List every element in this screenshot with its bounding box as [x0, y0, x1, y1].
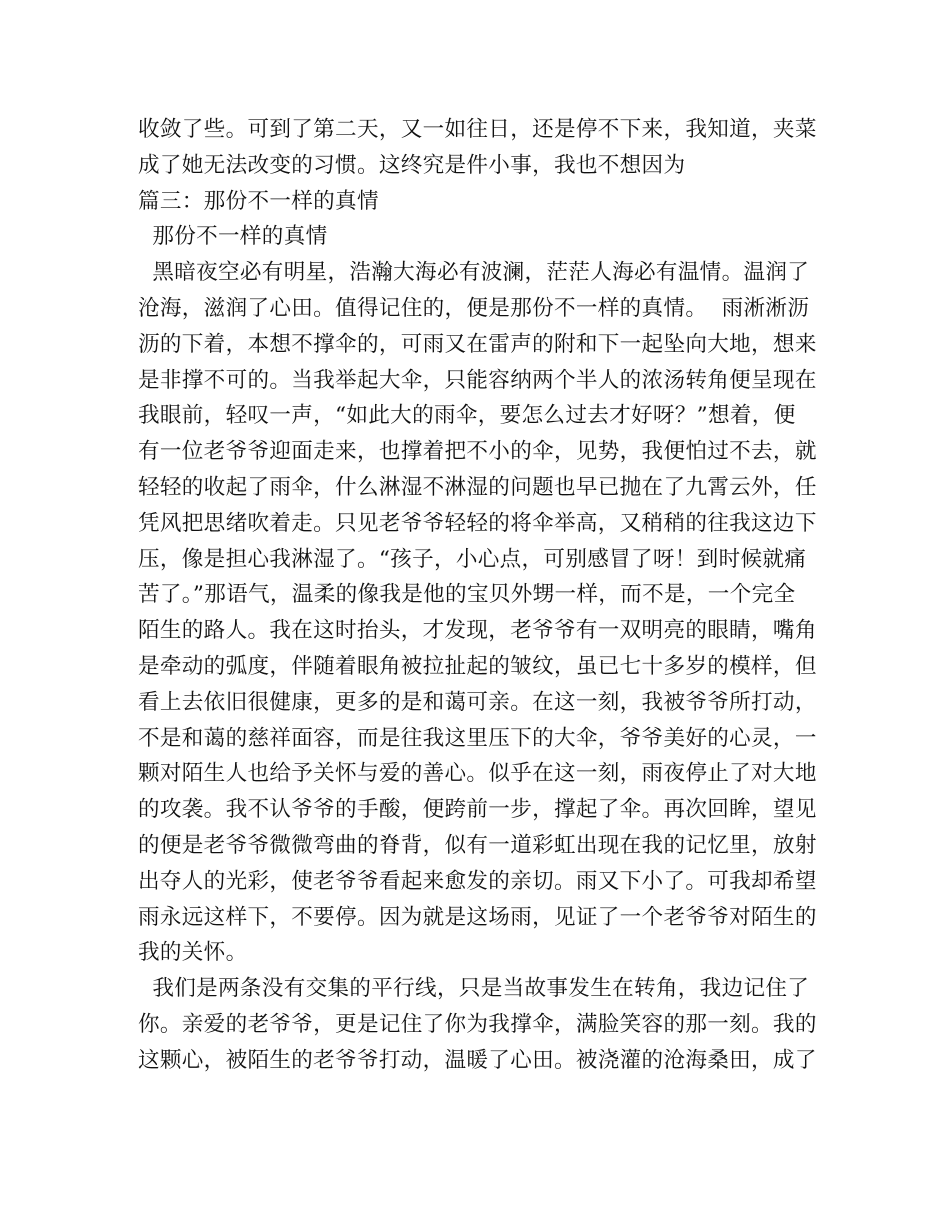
text-line: 的便是老爷爷微微弯曲的脊背，似有一道彩虹出现在我的记忆里，放射 [138, 832, 817, 858]
text-line: 颗对陌生人也给予关怀与爱的善心。似乎在这一刻，雨夜停止了对大地 [138, 761, 817, 787]
document-body [138, 112, 818, 1079]
text-line: 雨永远这样下，不要停。因为就是这场雨，见证了一个老爷爷对陌生的 [138, 904, 817, 930]
text-line: 不是和蔼的慈祥面容，而是往我这里压下的大伞，爷爷美好的心灵，一 [138, 725, 817, 751]
text-line: 出夺人的光彩，使老爷爷看起来愈发的亲切。雨又下小了。可我却希望 [138, 868, 817, 894]
text-line: 轻轻的收起了雨伞，什么淋湿不淋湿的问题也早已抛在了九霄云外，任 [138, 474, 817, 500]
text-line: 凭风把思绪吹着走。只见老爷爷轻轻的将伞举高，又稍稍的往我这边下 [138, 510, 817, 536]
text-line: 这颗心，被陌生的老爷爷打动，温暖了心田。被浇灌的沧海桑田，成了 [138, 1047, 817, 1073]
text-line: 黑暗夜空必有明星，浩瀚大海必有波澜，茫茫人海必有温情。温润了 [138, 260, 810, 286]
text-line: 压，像是担心我淋湿了。“孩子，小心点，可别感冒了呀！到时候就痛 [138, 546, 807, 572]
text-line: 是牵动的弧度，伴随着眼角被拉扯起的皱纹，虽已七十多岁的模样，但 [138, 653, 817, 679]
text-line: 有一位老爷爷迎面走来，也撑着把不小的伞，见势，我便怕过不去，就 [138, 439, 817, 465]
essay-title: 那份不一样的真情 [138, 224, 328, 250]
text-line: 我们是两条没有交集的平行线，只是当故事发生在转角，我边记住了 [138, 976, 810, 1002]
text-line: 的攻袭。我不认爷爷的手酸，便跨前一步，撑起了伞。再次回眸，望见 [138, 797, 817, 823]
text-line: 收敛了些。可到了第二天，又一如往日，还是停不下来，我知道，夹菜 [138, 117, 817, 142]
text-line: 我的关怀。 [138, 940, 248, 966]
text-line: 我眼前，轻叹一声，“如此大的雨伞，要怎么过去才好呀？”想着，便 [138, 403, 796, 429]
text-line: 你。亲爱的老爷爷，更是记住了你为我撑伞，满脸笑容的那一刻。我的 [138, 1011, 817, 1037]
text-line: 看上去依旧很健康，更多的是和蔼可亲。在这一刻，我被爷爷所打动， [138, 689, 817, 715]
text-line: 是非撑不可的。当我举起大伞，只能容纳两个半人的浓汤转角便呈现在 [138, 367, 817, 393]
section-heading: 篇三：那份不一样的真情 [138, 188, 379, 214]
text-line: 沥的下着，本想不撑伞的，可雨又在雷声的附和下一起坠向大地，想来 [138, 331, 817, 357]
text-line: 陌生的路人。我在这时抬头，才发现，老爷爷有一双明亮的眼睛，嘴角 [138, 618, 817, 644]
text-line: 沧海，滋润了心田。值得记住的，便是那份不一样的真情。 雨淅淅沥 [138, 295, 810, 321]
text-line: 成了她无法改变的习惯。这终究是件小事，我也不想因为 [138, 152, 686, 178]
text-line: 苦了。”那语气，温柔的像我是他的宝贝外甥一样，而不是，一个完全 [138, 582, 796, 608]
